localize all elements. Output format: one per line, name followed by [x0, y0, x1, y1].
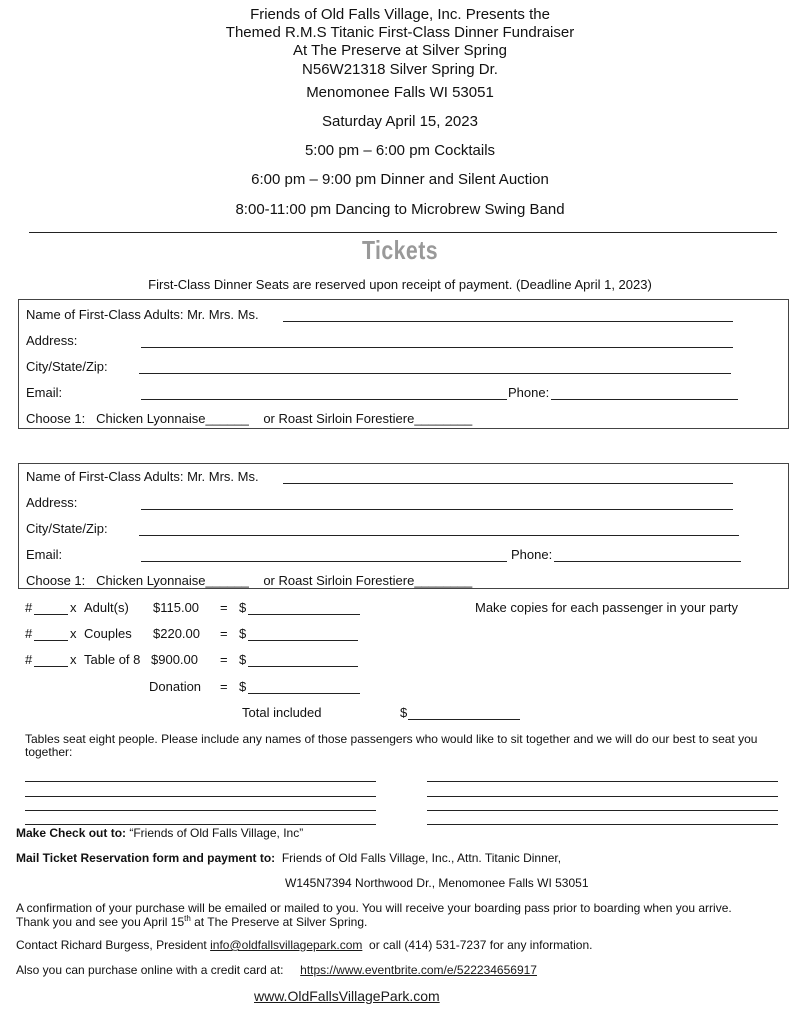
email-label: Email:: [26, 385, 63, 400]
choose-label: Choose 1:: [26, 573, 86, 588]
amount-couples[interactable]: [248, 640, 358, 641]
dollar: $: [239, 652, 247, 667]
chicken-blank[interactable]: ______: [205, 411, 249, 426]
schedule-dancing: 8:00-11:00 pm Dancing to Microbrew Swing Band: [235, 201, 565, 218]
address-field[interactable]: [141, 347, 733, 348]
table-label: Table of 8: [84, 652, 141, 667]
confirmation-line-2: [16, 914, 367, 929]
choose-label: Choose 1:: [26, 411, 86, 426]
seat-name-line[interactable]: [427, 781, 778, 782]
seat-name-line[interactable]: [25, 824, 376, 825]
dollar: $: [400, 705, 408, 720]
online-line: [16, 963, 537, 977]
mail-info: [16, 851, 561, 865]
qty-couples[interactable]: [34, 640, 68, 641]
header-line-4: N56W21318 Silver Spring Dr.: [302, 61, 498, 78]
seat-name-line[interactable]: [427, 810, 778, 811]
phone-label: Phone:: [508, 385, 550, 400]
equals: =: [220, 626, 228, 641]
schedule-dinner: 6:00 pm – 9:00 pm Dinner and Silent Auction: [251, 171, 549, 188]
city-field[interactable]: [139, 535, 739, 536]
address-label: Address:: [26, 495, 78, 510]
dollar: $: [239, 626, 247, 641]
mail-line-1: Friends of Old Falls Village, Inc., Attn. Titanic Dinner,: [281, 851, 562, 865]
qty-table[interactable]: [34, 666, 68, 667]
phone-label: Phone:: [511, 547, 553, 562]
dollar: $: [239, 679, 247, 694]
amount-table[interactable]: [248, 666, 358, 667]
passenger-form-2: [18, 463, 789, 589]
header-line-3: At The Preserve at Silver Spring: [293, 42, 507, 59]
amount-adults[interactable]: [248, 614, 360, 615]
seat-name-line[interactable]: [25, 781, 376, 782]
email-label: Email:: [26, 547, 63, 562]
passenger-form-1: [18, 299, 789, 429]
seat-name-line[interactable]: [427, 796, 778, 797]
equals: =: [220, 679, 228, 694]
phone-field[interactable]: [551, 399, 738, 400]
website-link[interactable]: [254, 988, 440, 1004]
phone-field[interactable]: [554, 561, 741, 562]
city-label: City/State/Zip:: [26, 521, 108, 536]
equals: =: [220, 600, 228, 615]
check-value: “Friends of Old Falls Village, Inc”: [129, 826, 304, 840]
table-price: $900.00: [151, 652, 198, 667]
seat-name-line[interactable]: [25, 810, 376, 811]
schedule-cocktails: 5:00 pm – 6:00 pm Cocktails: [304, 142, 496, 159]
online-prefix: Also you can purchase online with a credit card at:: [16, 963, 284, 977]
check-label: Make Check out to:: [16, 826, 127, 840]
copies-note: Make copies for each passenger in your party: [475, 600, 739, 615]
tables-note-cont: together:: [25, 745, 73, 759]
mail-label: Mail Ticket Reservation form and payment to:: [16, 851, 276, 865]
hash: #: [25, 600, 33, 615]
couples-label: Couples: [84, 626, 132, 641]
name-field[interactable]: [283, 321, 733, 322]
sirloin-blank[interactable]: ________: [414, 573, 473, 588]
contact-suffix: or call (414) 531-7237 for any information.: [369, 938, 593, 952]
hash: #: [25, 626, 33, 641]
confirmation-sup: th: [184, 914, 191, 923]
seat-name-line[interactable]: [427, 824, 778, 825]
city-field[interactable]: [139, 373, 731, 374]
option-chicken: Chicken Lyonnaise: [96, 573, 206, 588]
option-sirloin: or Roast Sirloin Forestiere: [263, 411, 415, 426]
dollar: $: [239, 600, 247, 615]
eventbrite-link[interactable]: https://www.eventbrite.com/e/522234656917: [300, 963, 537, 977]
amount-total[interactable]: [408, 719, 520, 720]
address-field[interactable]: [141, 509, 733, 510]
email-field[interactable]: [141, 561, 507, 562]
name-label: Name of First-Class Adults: Mr. Mrs. Ms.: [26, 307, 259, 322]
address-label: Address:: [26, 333, 78, 348]
header-line-1: Friends of Old Falls Village, Inc. Presents the: [250, 6, 550, 23]
confirmation-line-1: A confirmation of your purchase will be emailed or mailed to you. You will receive your boarding pass prior to boarding when you arrive.: [16, 901, 732, 915]
adults-price: $115.00: [153, 600, 200, 615]
header-line-2: Themed R.M.S Titanic First-Class Dinner Fundraiser: [225, 24, 575, 41]
option-sirloin: or Roast Sirloin Forestiere: [263, 573, 415, 588]
header-line-5: Menomonee Falls WI 53051: [306, 84, 494, 101]
chicken-blank[interactable]: ______: [205, 573, 249, 588]
couples-price: $220.00: [153, 626, 200, 641]
donation-label: Donation: [149, 679, 202, 694]
email-field[interactable]: [141, 399, 507, 400]
total-label: Total included: [242, 705, 322, 720]
seat-name-line[interactable]: [25, 796, 376, 797]
website-text[interactable]: www.OldFallsVillagePark.com: [254, 988, 440, 1004]
times: x: [70, 600, 77, 615]
qty-adults[interactable]: [34, 614, 68, 615]
tickets-title: Tickets: [362, 235, 438, 265]
contact-prefix: Contact Richard Burgess, President: [16, 938, 207, 952]
city-label: City/State/Zip:: [26, 359, 108, 374]
confirmation-text-b: at The Preserve at Silver Spring.: [190, 915, 368, 929]
check-info: [16, 826, 303, 840]
confirmation-text-a: Thank you and see you April 15: [16, 915, 185, 929]
option-chicken: Chicken Lyonnaise: [96, 411, 206, 426]
amount-donation[interactable]: [248, 693, 360, 694]
equals: =: [220, 652, 228, 667]
event-date: Saturday April 15, 2023: [322, 113, 478, 130]
tables-note: Tables seat eight people. Please include any names of those passengers who would like to sit together and we will do our best to seat you: [25, 732, 758, 746]
adults-label: Adult(s): [84, 600, 129, 615]
reserved-note: First-Class Dinner Seats are reserved upon receipt of payment. (Deadline April 1, 2023): [148, 277, 652, 292]
name-label: Name of First-Class Adults: Mr. Mrs. Ms.: [26, 469, 259, 484]
header-divider: [29, 232, 777, 233]
times: x: [70, 652, 77, 667]
hash: #: [25, 652, 33, 667]
mail-line-2: W145N7394 Northwood Dr., Menomonee Falls WI 53051: [285, 876, 589, 890]
contact-line: [16, 938, 592, 952]
contact-email-link[interactable]: info@oldfallsvillagepark.com: [210, 938, 363, 952]
name-field[interactable]: [283, 483, 733, 484]
sirloin-blank[interactable]: ________: [414, 411, 473, 426]
times: x: [70, 626, 77, 641]
